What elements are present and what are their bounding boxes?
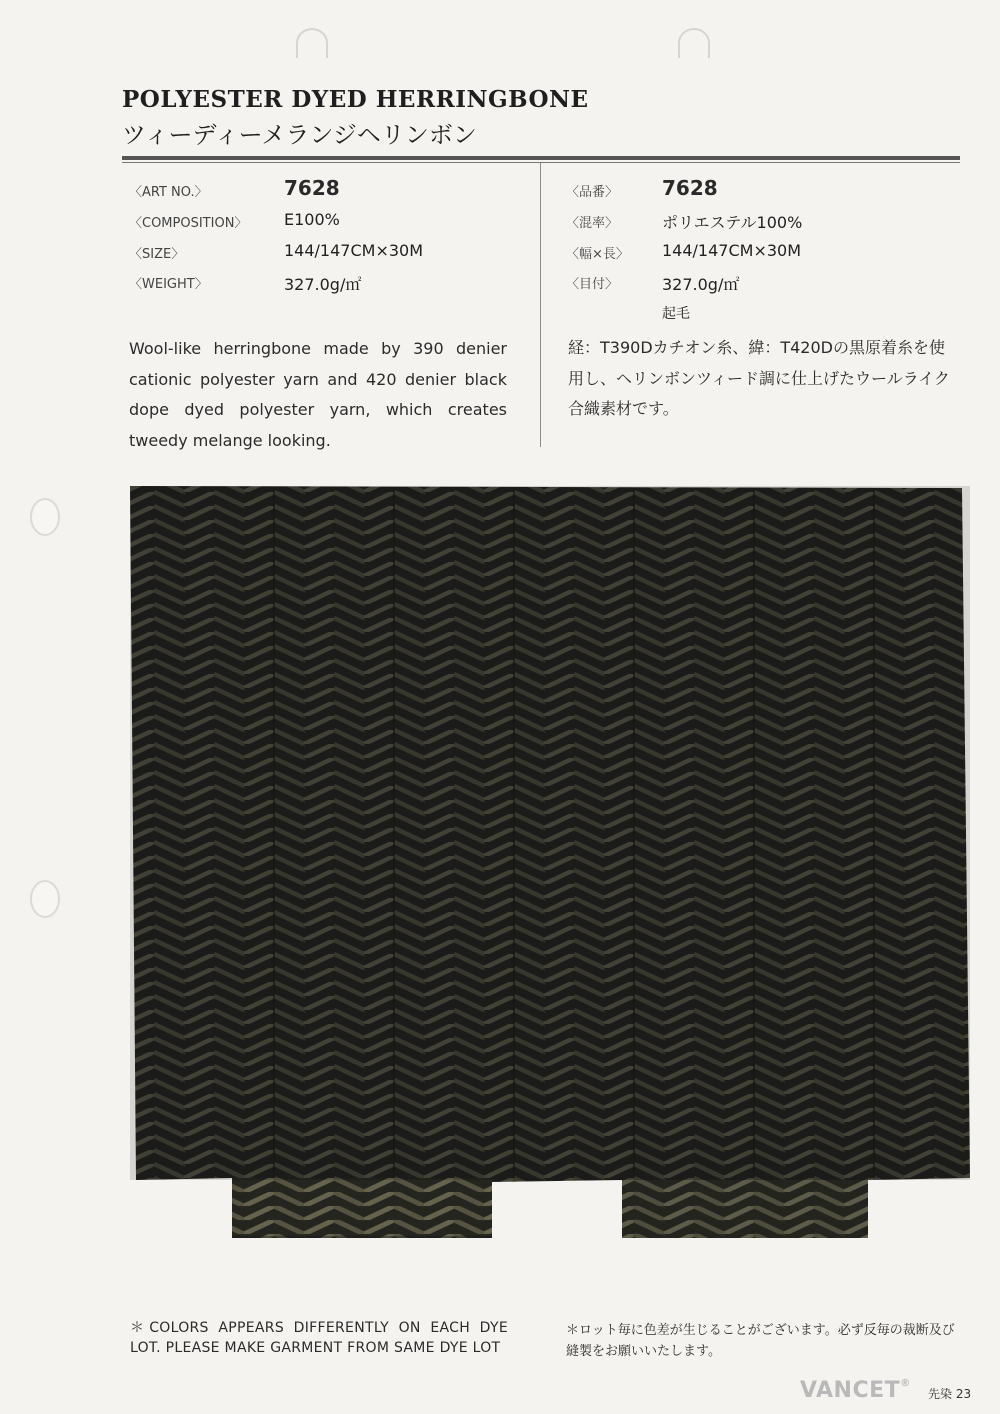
dye-lot-note-japanese: ＊ロット毎に色差が生じることがございます。必ず反毎の裁断及び縫製をお願いいたします。 <box>566 1323 955 1359</box>
header-rule <box>122 156 960 160</box>
spec-label-size: 〈SIZE〉 <box>129 247 185 262</box>
spec-value-konritsu: ポリエステル100% <box>662 213 803 232</box>
punch-hole <box>30 498 60 536</box>
spec-value-weight: 327.0g/㎡ <box>284 275 362 294</box>
header-rule-thin <box>122 162 960 163</box>
spec-label-art-no: 〈ART NO.〉 <box>129 185 208 200</box>
punch-hole <box>30 880 60 918</box>
description-english: Wool-like herringbone made by 390 denier cationic polyester yarn and 420 denier black dope dyed polyester yarn, which creates tweedy melange looking. <box>129 339 507 450</box>
spec-value-art-no: 7628 <box>284 176 340 200</box>
registered-mark: ® <box>900 1378 911 1389</box>
spec-value-finish: 起毛 <box>662 306 690 322</box>
fabric-swatch <box>124 478 976 1238</box>
binder-tab-notch <box>678 28 710 58</box>
brand-logo <box>800 1378 911 1403</box>
page-label: 先染 23 <box>928 1387 972 1401</box>
spec-value-haba: 144/147CM×30M <box>662 241 802 260</box>
brand-name: VANCET <box>800 1378 901 1403</box>
spec-value-hinban: 7628 <box>662 176 718 200</box>
spec-label-metsuke: 〈目付〉 <box>566 277 619 292</box>
spec-label-haba: 〈幅×長〉 <box>566 247 629 262</box>
spec-value-metsuke: 327.0g/㎡ <box>662 275 740 294</box>
spec-label-composition: 〈COMPOSITION〉 <box>129 216 248 231</box>
description-japanese: 経：T390Dカチオン糸、緯：T420Dの黒原着糸を使用し、ヘリンボンツィード調に仕上げたウールライク合織素材です。 <box>568 338 950 418</box>
spec-label-weight: 〈WEIGHT〉 <box>129 277 208 292</box>
title-english: POLYESTER DYED HERRINGBONE <box>122 86 589 113</box>
spec-label-konritsu: 〈混率〉 <box>566 216 619 231</box>
spec-label-hinban: 〈品番〉 <box>566 185 619 200</box>
title-japanese: ツィーディーメランジヘリンボン <box>122 121 477 149</box>
column-divider <box>540 163 541 447</box>
binder-tab-notch <box>296 28 328 58</box>
spec-value-size: 144/147CM×30M <box>284 241 424 260</box>
spec-value-composition: E100% <box>284 210 340 229</box>
dye-lot-note-english: ＊COLORS APPEARS DIFFERENTLY ON EACH DYE LOT. PLEASE MAKE GARMENT FROM SAME DYE LOT <box>130 1320 508 1356</box>
